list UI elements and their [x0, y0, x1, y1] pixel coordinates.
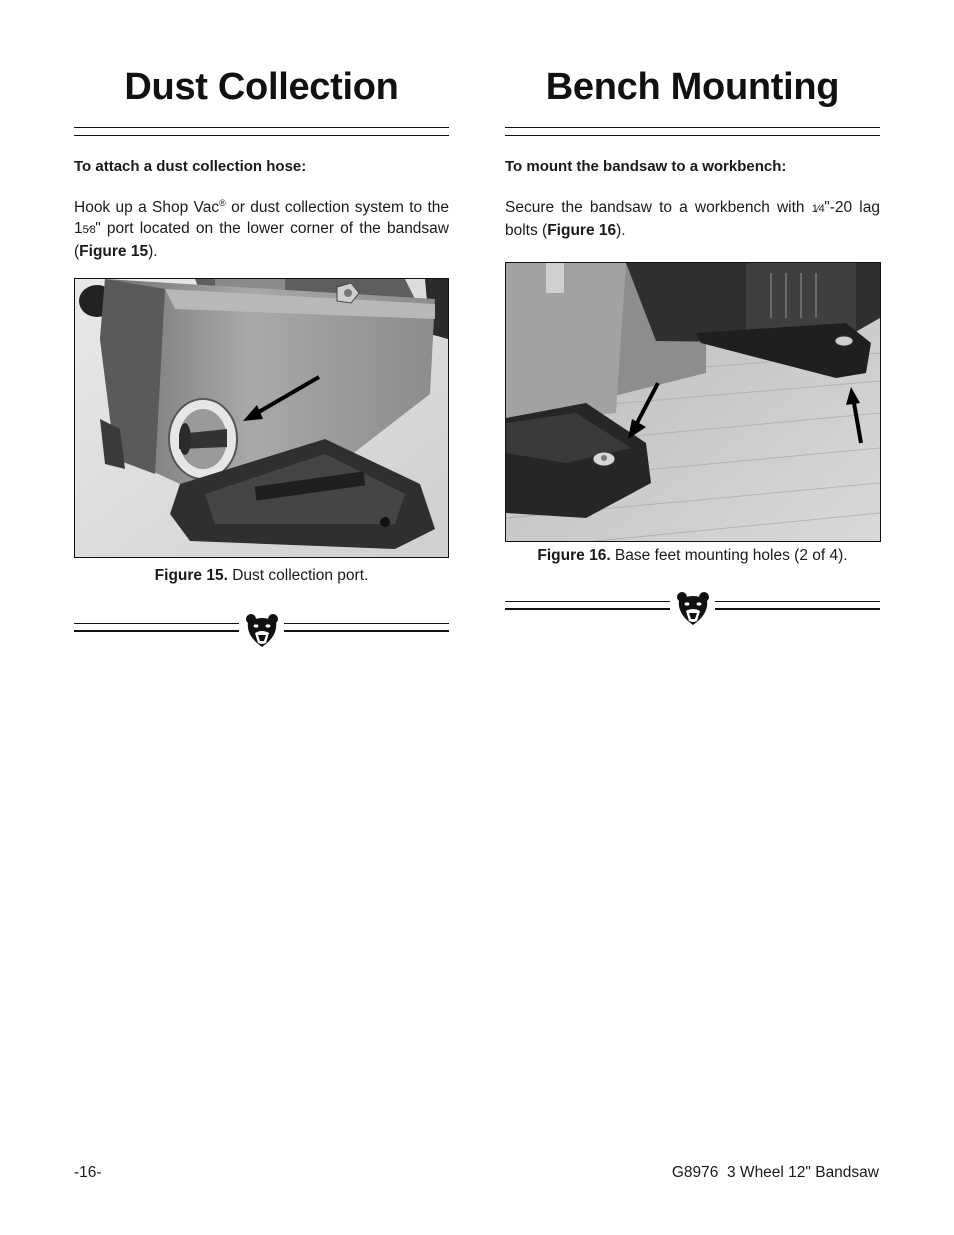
- instruction-paragraph: Hook up a Shop Vac® or dust collection system to the 15⁄8" port located on the lower corner of the bandsaw (Figure 15).: [74, 198, 449, 260]
- figure-caption: Figure 16. Base feet mounting holes (2 of 4).: [537, 547, 848, 564]
- base-feet-photo: [505, 262, 881, 542]
- title-rule: [74, 127, 449, 137]
- section-end-divider: [74, 612, 449, 648]
- bear-logo-icon: [675, 590, 711, 626]
- instruction-subhead: To mount the bandsaw to a workbench:: [505, 158, 787, 175]
- instruction-subhead: To attach a dust collection hose:: [74, 158, 307, 175]
- dust-port-photo: [74, 278, 449, 558]
- instruction-paragraph: Secure the bandsaw to a workbench with 1⁄4"-20 lag bolts (Figure 16).: [505, 199, 880, 239]
- page-number: -16-: [74, 1164, 102, 1181]
- bear-logo-icon: [244, 612, 280, 648]
- section-end-divider: [505, 590, 880, 626]
- figure-caption: Figure 15. Dust collection port.: [154, 567, 369, 584]
- section-title: Bench Mounting: [545, 66, 840, 108]
- title-rule: [505, 127, 880, 137]
- section-title: Dust Collection: [124, 66, 399, 108]
- manual-title: G8976 3 Wheel 12" Bandsaw: [671, 1164, 879, 1181]
